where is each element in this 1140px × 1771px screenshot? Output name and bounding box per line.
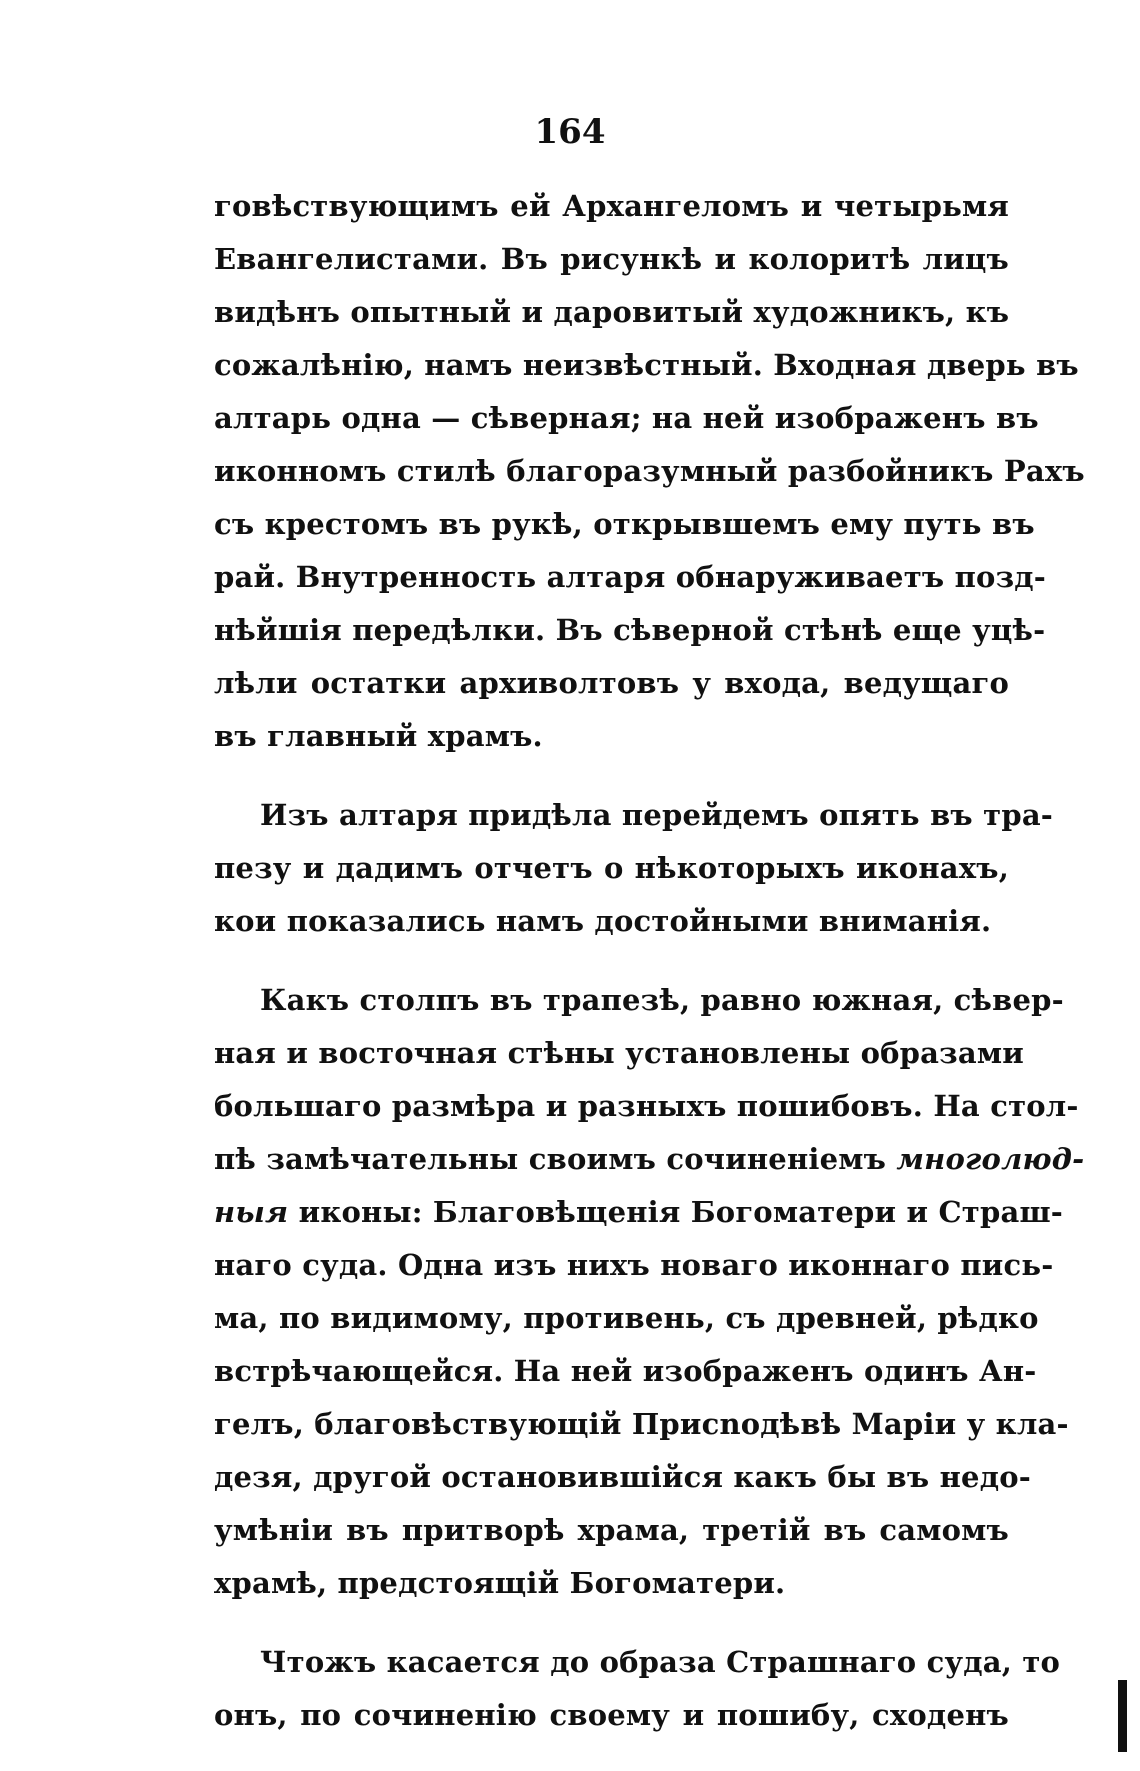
- text-line: иконномъ стилѣ благоразумный разбойникъ Рахъ: [214, 454, 1085, 488]
- text-line: пезу и дадимъ отчетъ о нѣкоторыхъ иконахъ,: [214, 851, 1009, 885]
- italic-word: многолюд-: [896, 1142, 1085, 1176]
- text-line: онъ, по сочиненію своему и пошибу, сходенъ: [214, 1698, 1009, 1732]
- paragraph-gap: [214, 948, 1009, 974]
- text-line: храмѣ, предстоящій Богоматери.: [214, 1566, 786, 1600]
- paragraph-4: [214, 1636, 1061, 1742]
- body-text: [214, 180, 1085, 1742]
- paragraph-3: [214, 974, 1085, 1610]
- text-line: ная и восточная стѣны установлены образами: [214, 1036, 1024, 1070]
- paragraph-1: [214, 180, 1085, 763]
- text-line: наго суда. Одна изъ нихъ новаго иконнаго пись-: [214, 1248, 1054, 1282]
- text-line: въ главный храмъ.: [214, 719, 543, 753]
- scan-edge-mark: [1118, 1680, 1127, 1752]
- paragraph-gap: [214, 1610, 1009, 1636]
- text-line: лѣли остатки архиволтовъ у входа, ведущаго: [214, 666, 1009, 700]
- text-line: Евангелистами. Въ рисункѣ и колоритѣ лицъ: [214, 242, 1009, 276]
- text-line: съ крестомъ въ рукѣ, открывшемъ ему путь въ: [214, 507, 1035, 541]
- paragraph-2: [214, 789, 1054, 948]
- text-line: сожалѣнію, намъ неизвѣстный. Входная дверь въ: [214, 348, 1079, 382]
- page-number: 164: [534, 112, 606, 152]
- text-line: Какъ столпъ въ трапезѣ, равно южная, сѣвер-: [260, 983, 1064, 1017]
- paragraph-gap: [214, 763, 1009, 789]
- text-line: кои показались намъ достойными вниманія.: [214, 904, 992, 938]
- text-line: Изъ алтаря придѣла перейдемъ опять въ тра-: [260, 798, 1054, 832]
- text-line-with-italic: [214, 1133, 1085, 1186]
- text-line: алтарь одна — сѣверная; на ней изображенъ въ: [214, 401, 1039, 435]
- text-line: нѣйшія передѣлки. Въ сѣверной стѣнѣ еще уцѣ-: [214, 613, 1046, 647]
- line-text: иконы: Благовѣщенія Богоматери и Страш-: [288, 1195, 1064, 1229]
- text-line: умѣніи въ притворѣ храма, третій въ самомъ: [214, 1513, 1009, 1547]
- italic-word: ныя: [214, 1195, 289, 1229]
- text-line: гелъ, благовѣствующій Присnодѣвѣ Маріи у кла-: [214, 1407, 1069, 1441]
- line-text: пѣ замѣчательны своимъ сочиненіемъ: [214, 1142, 887, 1176]
- text-line: встрѣчающейся. На ней изображенъ одинъ Ан-: [214, 1354, 1037, 1388]
- text-line-with-italic: [214, 1186, 1064, 1239]
- text-line: рай. Внутренность алтаря обнаруживаетъ позд-: [214, 560, 1047, 594]
- text-line: дезя, другой остановившійся какъ бы въ недо-: [214, 1460, 1032, 1494]
- text-line: Чтожъ касается до образа Страшнаго суда, то: [260, 1645, 1061, 1679]
- text-line: видѣнъ опытный и даровитый художникъ, къ: [214, 295, 1010, 329]
- text-line: большаго размѣра и разныхъ пошибовъ. На стол-: [214, 1089, 1079, 1123]
- text-line: ма, по видимому, противень, съ древней, рѣдко: [214, 1301, 1039, 1335]
- text-line: говѣствующимъ ей Архангеломъ и четырьмя: [214, 189, 1009, 223]
